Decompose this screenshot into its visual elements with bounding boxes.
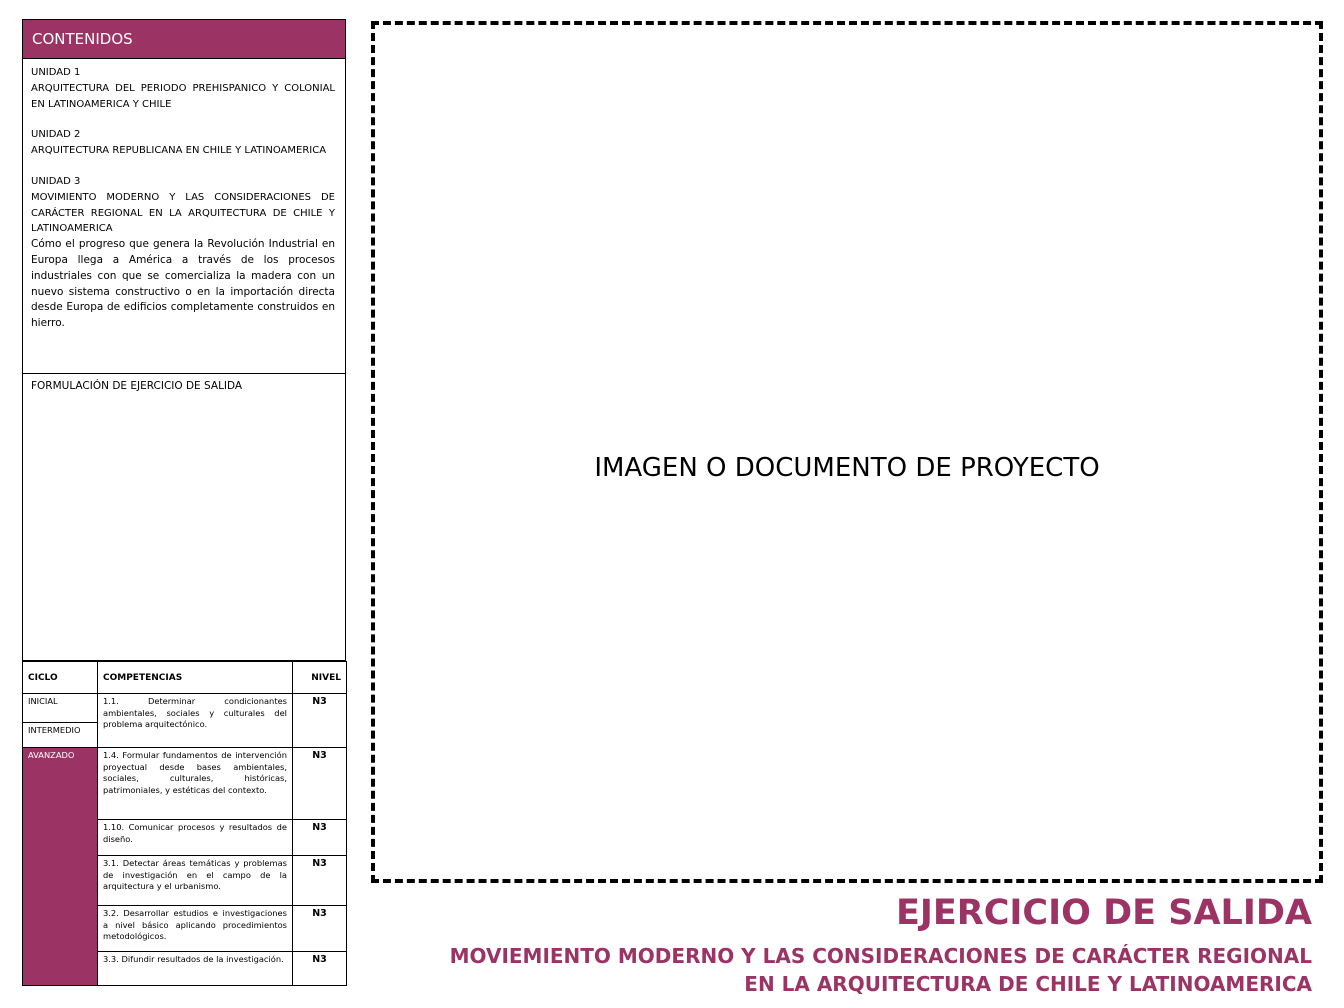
unit2-text: ARQUITECTURA REPUBLICANA EN CHILE Y LATINOAMERICA: [31, 145, 327, 157]
cycle-avanzado-cell: [23, 748, 98, 986]
competencies-table: [22, 661, 347, 986]
unit3-text: MOVIMIENTO MODERNO Y LAS CONSIDERACIONES DE CARÁCTER REGIONAL EN LA ARQUITECTURA DE CHILE Y LATINOAMERICA: [31, 191, 335, 235]
contents-header: CONTENIDOS: [22, 19, 346, 59]
header-cycle: CICLO: [23, 662, 98, 694]
formulation-label: FORMULACIÓN DE EJERCICIO DE SALIDA: [31, 380, 243, 392]
unit2-label: UNIDAD 2: [31, 129, 81, 141]
level-value: N3: [293, 856, 347, 906]
subtitle-line-1: MOVIEMIENTO MODERNO Y LAS CONSIDERACIONES DE CARÁCTER REGIONAL: [449, 944, 1312, 968]
table-header-row: [23, 662, 347, 694]
cycle-intermedio: INTERMEDIO: [23, 723, 98, 748]
competency-text: 1.4. Formular fundamentos de intervención proyectual desde bases ambientales, sociales, culturales, históricas, patrimoniales, y estéticas del contexto.: [98, 748, 293, 820]
table-row: [23, 694, 347, 723]
subtitle-line-2: EN LA ARQUITECTURA DE CHILE Y LATINOAMERICA: [744, 972, 1312, 996]
competency-text: 3.3. Difundir resultados de la investigación.: [98, 952, 293, 986]
contents-panel: [22, 19, 346, 986]
unit3-description: Cómo el progreso que genera la Revolución Industrial en Europa llega a América a través de los procesos industriales con que se comercializa la madera con un nuevo sistema constructivo o en la importación directa desde Europa de edificios completamente construidos en hierro.: [31, 238, 335, 330]
page-subtitle: [450, 942, 1312, 998]
header-competencies: COMPETENCIAS: [98, 662, 293, 694]
unit1-text: ARQUITECTURA DEL PERIODO PREHISPANICO Y COLONIAL EN LATINOAMERICA Y CHILE: [31, 82, 335, 110]
project-image-placeholder: [371, 21, 1323, 883]
table-row: [23, 748, 347, 820]
competency-text: 1.1. Determinar condicionantes ambientales, sociales y culturales del problema arquitectónico.: [98, 694, 293, 748]
placeholder-text: IMAGEN O DOCUMENTO DE PROYECTO: [594, 453, 1100, 483]
formulation-section: [22, 374, 346, 661]
unit1-label: UNIDAD 1: [31, 67, 81, 78]
level-value: N3: [293, 748, 347, 820]
level-value: N3: [293, 906, 347, 952]
competency-text: 1.10. Comunicar procesos y resultados de diseño.: [98, 820, 293, 856]
unit3-label: UNIDAD 3: [31, 175, 81, 187]
level-value: N3: [293, 820, 347, 856]
contents-units: [22, 59, 346, 374]
competency-text: 3.2. Desarrollar estudios e investigaciones a nivel básico aplicando procedimientos metodológicos.: [98, 906, 293, 952]
cycle-avanzado: AVANZADO: [23, 748, 97, 762]
cycle-inicial: INICIAL: [23, 694, 98, 723]
level-value: N3: [293, 694, 347, 748]
competency-text: 3.1. Detectar áreas temáticas y problemas de investigación en el campo de la arquitectura y el urbanismo.: [98, 856, 293, 906]
page-title: EJERCICIO DE SALIDA: [895, 893, 1312, 933]
header-level: NIVEL: [293, 662, 347, 694]
level-value: N3: [293, 952, 347, 986]
